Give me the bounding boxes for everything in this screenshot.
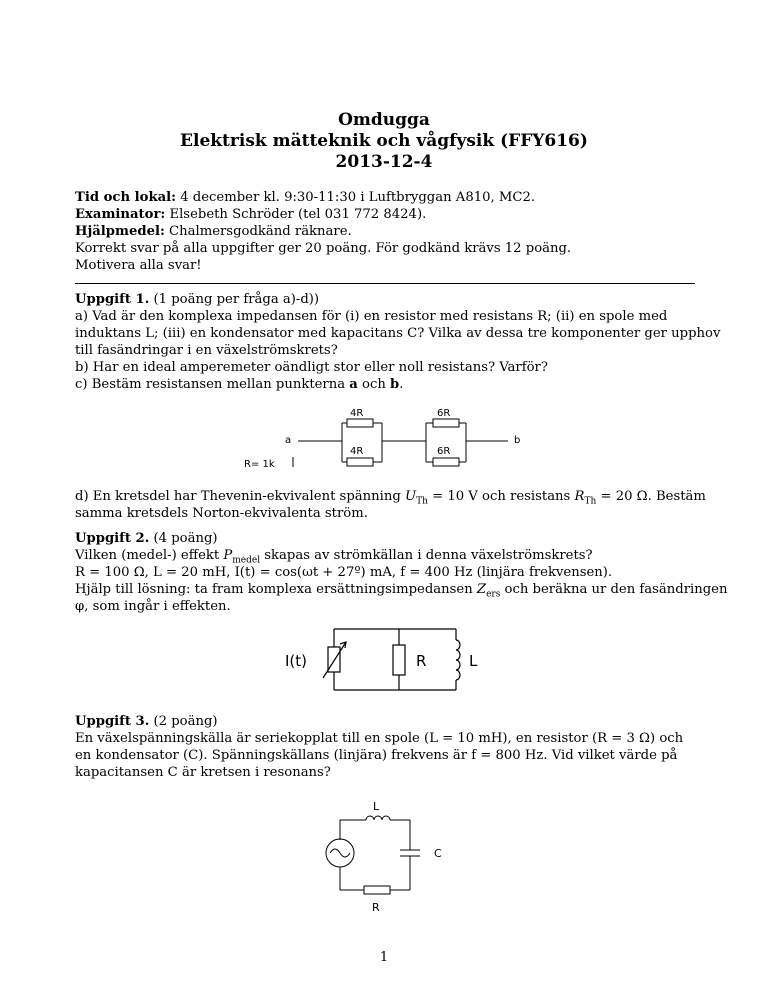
task3-line1: En växelspänningskälla är seriekopplat till en spole (L = 10 mH), en resistor (R = 3 Ω) och [75, 731, 684, 746]
task2-p-sub: medel [232, 555, 261, 566]
node-a-label: a [285, 435, 292, 446]
task1-d-r-sub: Th [584, 496, 597, 507]
task3-label: Uppgift 3. [75, 714, 150, 729]
resistor-top-right [433, 419, 459, 427]
inductor-symbol [366, 816, 390, 820]
ac-parallel-circuit-diagram [270, 620, 500, 700]
task1-c-node-a: a [349, 377, 358, 392]
task1-c-end: . [399, 377, 404, 392]
r-label: R [416, 652, 427, 670]
series-rlc-circuit-diagram [310, 795, 460, 935]
task2-line3-pre: Hjälp till lösning: ta fram komplexa ersättningsimpedansen [75, 582, 477, 597]
source-label: I(t) [285, 652, 308, 670]
task2-label: Uppgift 2. [75, 531, 150, 546]
resistor-symbol [393, 645, 405, 675]
task2-heading [75, 530, 218, 547]
resistor-symbol [364, 886, 390, 894]
time-place-line [75, 189, 535, 206]
task1-d-pre: d) En kretsdel har Thevenin-ekvivalent spänning [75, 489, 405, 504]
label-bottom-right: 6R [437, 446, 451, 457]
task1-c-node-b: b [390, 377, 400, 392]
task3-line2: en kondensator (C). Spänningskällans (linjära) frekvens är f = 800 Hz. Vid vilket värde på [75, 748, 678, 763]
task1-a-line2: induktans L; (iii) en kondensator med kapacitans C? Vilka av dessa tre komponenter ger upphov [75, 326, 721, 341]
task1-c-text: c) Bestäm resistansen mellan punkterna [75, 377, 350, 392]
resistor-top-left [347, 419, 373, 427]
task1-heading [75, 291, 319, 308]
task2-line4: φ, som ingår i effekten. [75, 599, 231, 614]
resistor-bottom-left [347, 458, 373, 466]
time-place-value: 4 december kl. 9:30-11:30 i Luftbryggan A810, MC2. [176, 190, 536, 205]
page-number: 1 [379, 950, 389, 965]
points-line: Korrekt svar på alla uppgifter ger 20 poäng. För godkänd krävs 12 poäng. [75, 241, 572, 256]
task1-d-end: = 20 Ω. Bestäm [596, 489, 706, 504]
task3-heading [75, 713, 218, 730]
exam-date: 2013-12-4 [335, 152, 433, 172]
inductor-symbol [456, 640, 460, 680]
r-label: R [372, 901, 380, 914]
course-title: Elektrisk mätteknik och vågfysik (FFY616) [180, 131, 588, 151]
task1-c-line [75, 376, 403, 393]
resistor-bottom-right [433, 458, 459, 466]
examiner-value: Elsebeth Schröder (tel 031 772 8424). [165, 207, 427, 222]
task2-p: P [223, 548, 233, 563]
task1-d-r: R [574, 489, 585, 504]
l-label: L [373, 800, 380, 813]
aids-label: Hjälpmedel: [75, 224, 165, 239]
aids-value: Chalmersgodkänd räknare. [164, 224, 352, 239]
task3-line3: kapacitansen C är kretsen i resonans? [75, 765, 331, 780]
label-bottom-left: 4R [350, 446, 364, 457]
task1-points: (1 poäng per fråga a)-d)) [149, 292, 320, 307]
c-label: C [434, 847, 442, 860]
label-top-left: 4R [350, 408, 364, 419]
task2-line1-end: skapas av strömkällan i denna växelströmskrets? [260, 548, 593, 563]
examiner-line [75, 206, 426, 223]
task1-d-line2: samma kretsdels Norton-ekvivalenta ström. [75, 506, 368, 521]
task2-points: (4 poäng) [149, 531, 218, 546]
motivate-line: Motivera alla svar! [75, 258, 202, 273]
doc-title: Omdugga [338, 110, 430, 130]
task3-points: (2 poäng) [149, 714, 218, 729]
task2-z: Z [476, 582, 487, 597]
task2-line3-end: och beräkna ur den fasändringen [500, 582, 728, 597]
task1-d-u: U [404, 489, 417, 504]
task1-d-mid: = 10 V och resistans [427, 489, 575, 504]
task1-a-line1: a) Vad är den komplexa impedansen för (i) en resistor med resistans R; (ii) en spole med [75, 309, 668, 324]
task1-label: Uppgift 1. [75, 292, 150, 307]
aids-line [75, 223, 352, 240]
task2-line1-pre: Vilken (medel-) effekt [75, 548, 224, 563]
label-top-right: 6R [437, 408, 451, 419]
task1-d-u-sub: Th [416, 496, 428, 507]
task1-a-line3: till fasändringar i en växelströmskrets? [75, 343, 338, 358]
time-place-label: Tid och lokal: [75, 190, 177, 205]
task1-c-mid: och [357, 377, 391, 392]
divider [75, 283, 695, 284]
task2-z-sub: ers [486, 589, 501, 600]
task1-b-line: b) Har en ideal amperemeter oändligt stor eller noll resistans? Varför? [75, 360, 548, 375]
r-value-note: R= 1k [244, 459, 275, 470]
node-b-label: b [514, 435, 521, 446]
examiner-label: Examinator: [75, 207, 166, 222]
l-label: L [469, 652, 478, 670]
resistor-network-diagram [240, 400, 540, 476]
task2-line2: R = 100 Ω, L = 20 mH, I(t) = cos(ωt + 27º) mA, f = 400 Hz (linjära frekvensen). [75, 565, 613, 580]
